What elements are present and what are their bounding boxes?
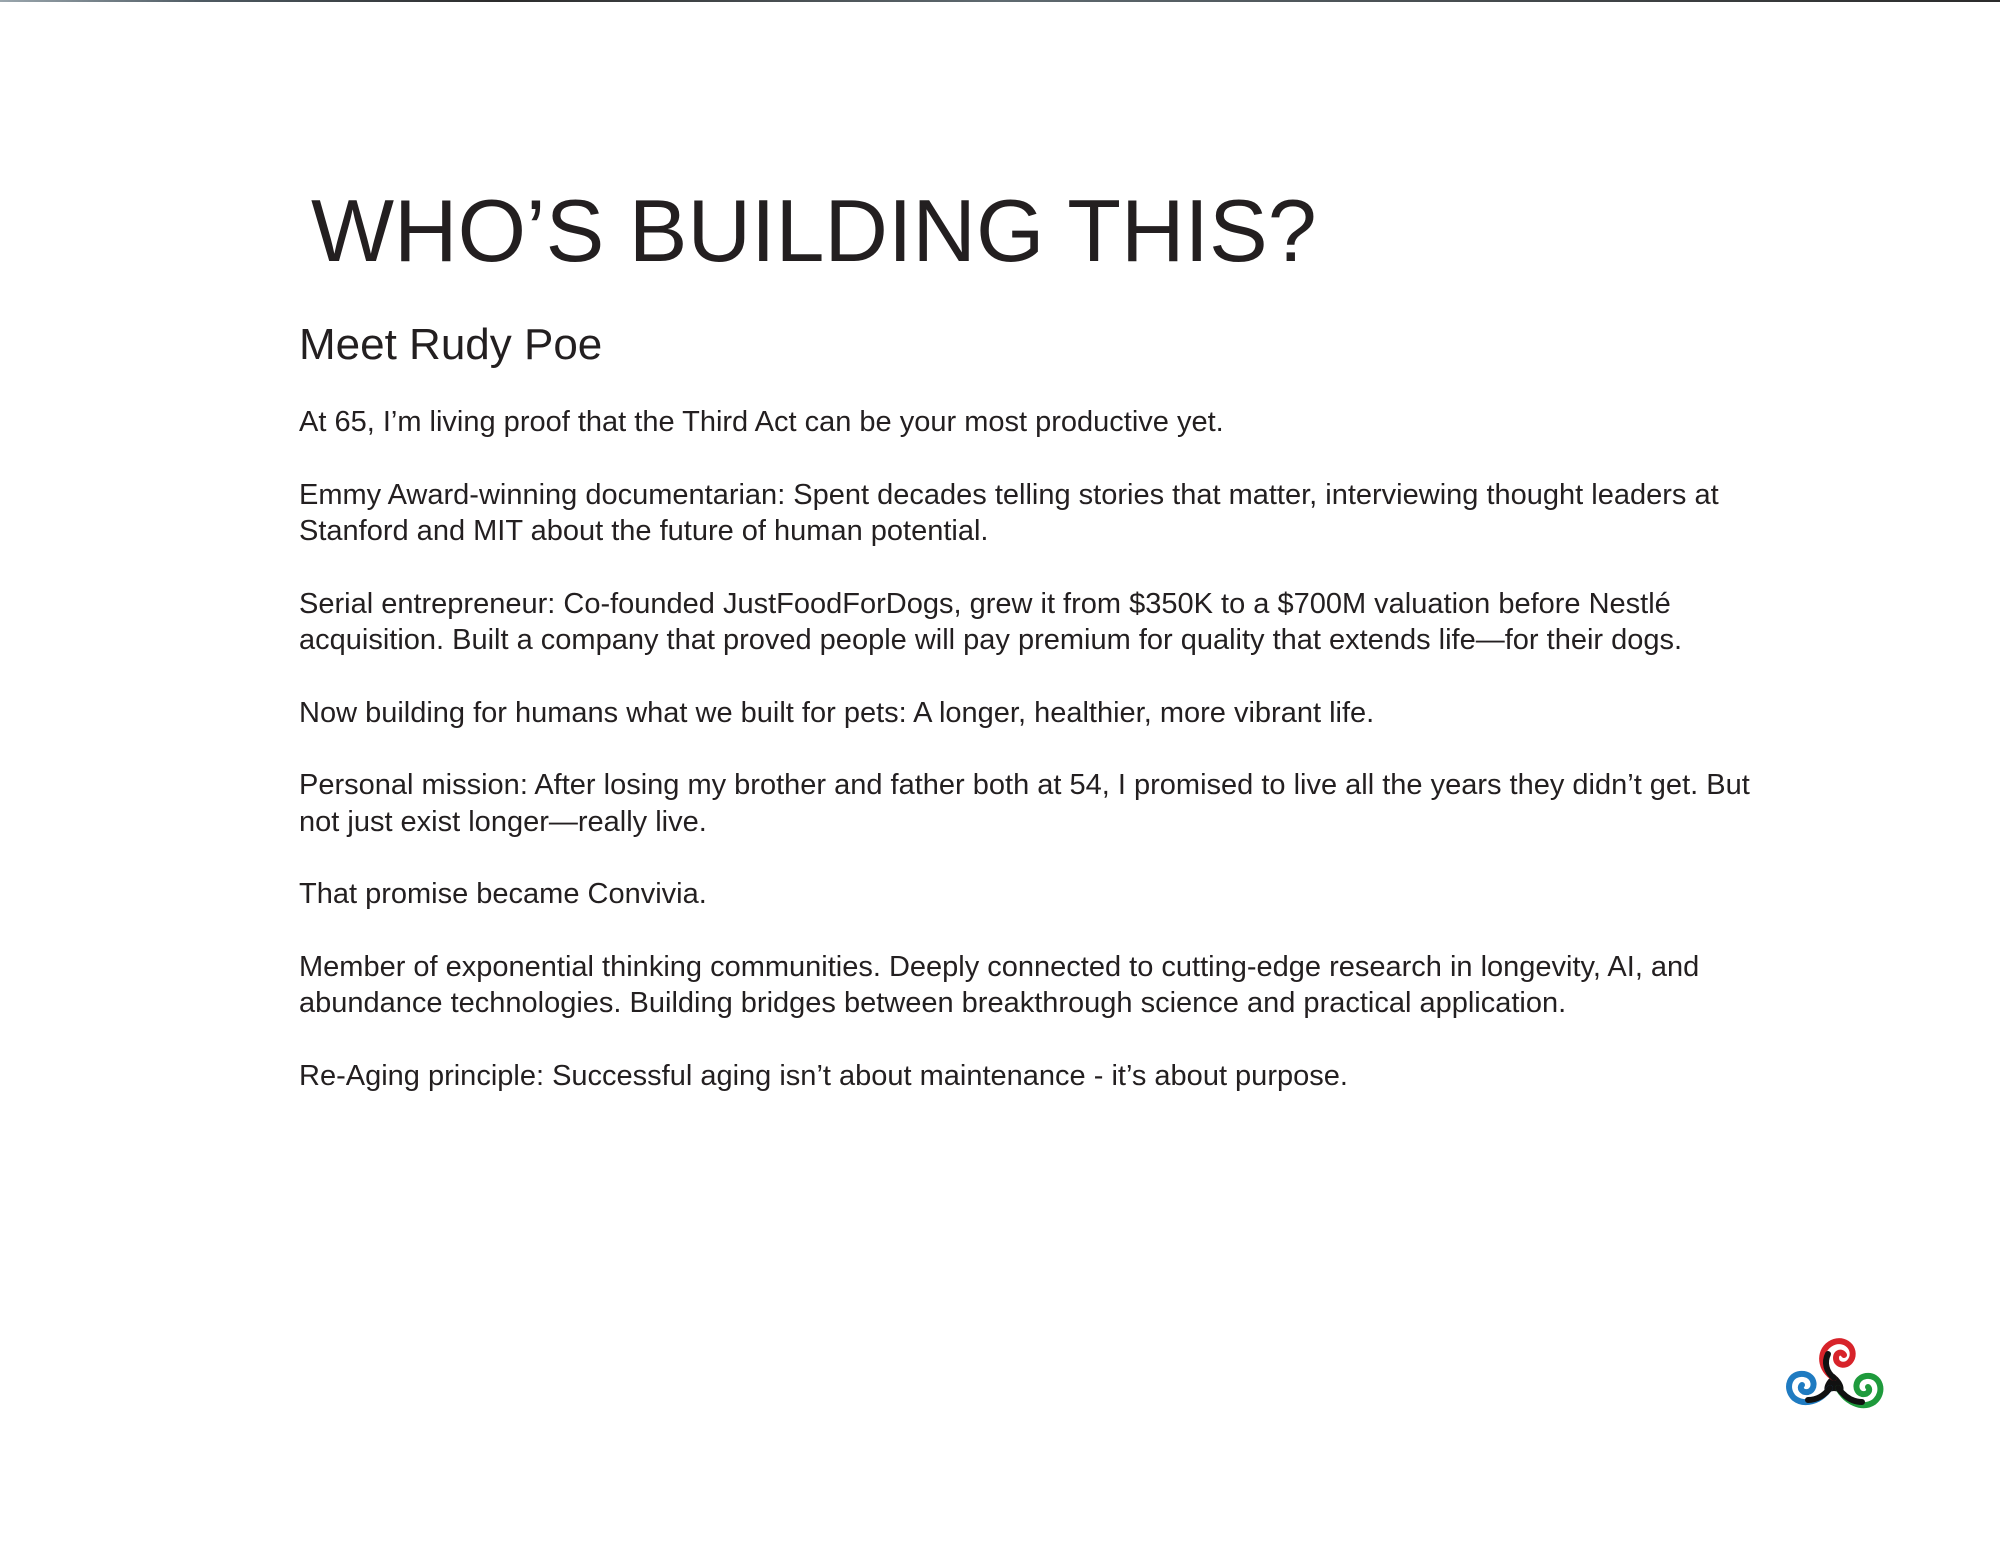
logo-top-spiral-dark — [1826, 1354, 1834, 1378]
bio-body — [299, 404, 1759, 1130]
bio-paragraph-entrepreneur: Serial entrepreneur: Co-founded JustFoodForDogs, grew it from $350K to a $700M valuation before Nestlé acquisition. Built a company that proved people will pay premium for quality that extends life—for their dogs. — [299, 587, 1683, 656]
bio-paragraph-principle: Re-Aging principle: Successful aging isn’t about maintenance - it’s about purpose. — [299, 1059, 1348, 1092]
bio-paragraph-now-building: Now building for humans what we built for pets: A longer, healthier, more vibrant life. — [299, 696, 1375, 729]
bio-paragraph-convivia: That promise became Convivia. — [299, 878, 707, 910]
page-subtitle: Meet Rudy Poe — [299, 320, 603, 369]
bio-paragraph-documentarian: Emmy Award-winning documentarian: Spent decades telling stories that matter, interviewing thought leaders at Stanford and MIT about the future of human potential. — [299, 478, 1719, 547]
bio-paragraph-community: Member of exponential thinking communities. Deeply connected to cutting-edge research in longevity, AI, and abundance technologies. Building bridges between breakthrough science and practical application. — [299, 950, 1700, 1019]
page-title: WHO’S BUILDING THIS? — [311, 181, 1317, 280]
bio-paragraph-age: At 65, I’m living proof that the Third Act can be your most productive yet. — [299, 406, 1224, 438]
triskelion-logo-icon — [1776, 1322, 1892, 1438]
bio-paragraph-mission: Personal mission: After losing my brother and father both at 54, I promised to live all the years they didn’t get. But not just exist longer—really live. — [299, 769, 1750, 838]
